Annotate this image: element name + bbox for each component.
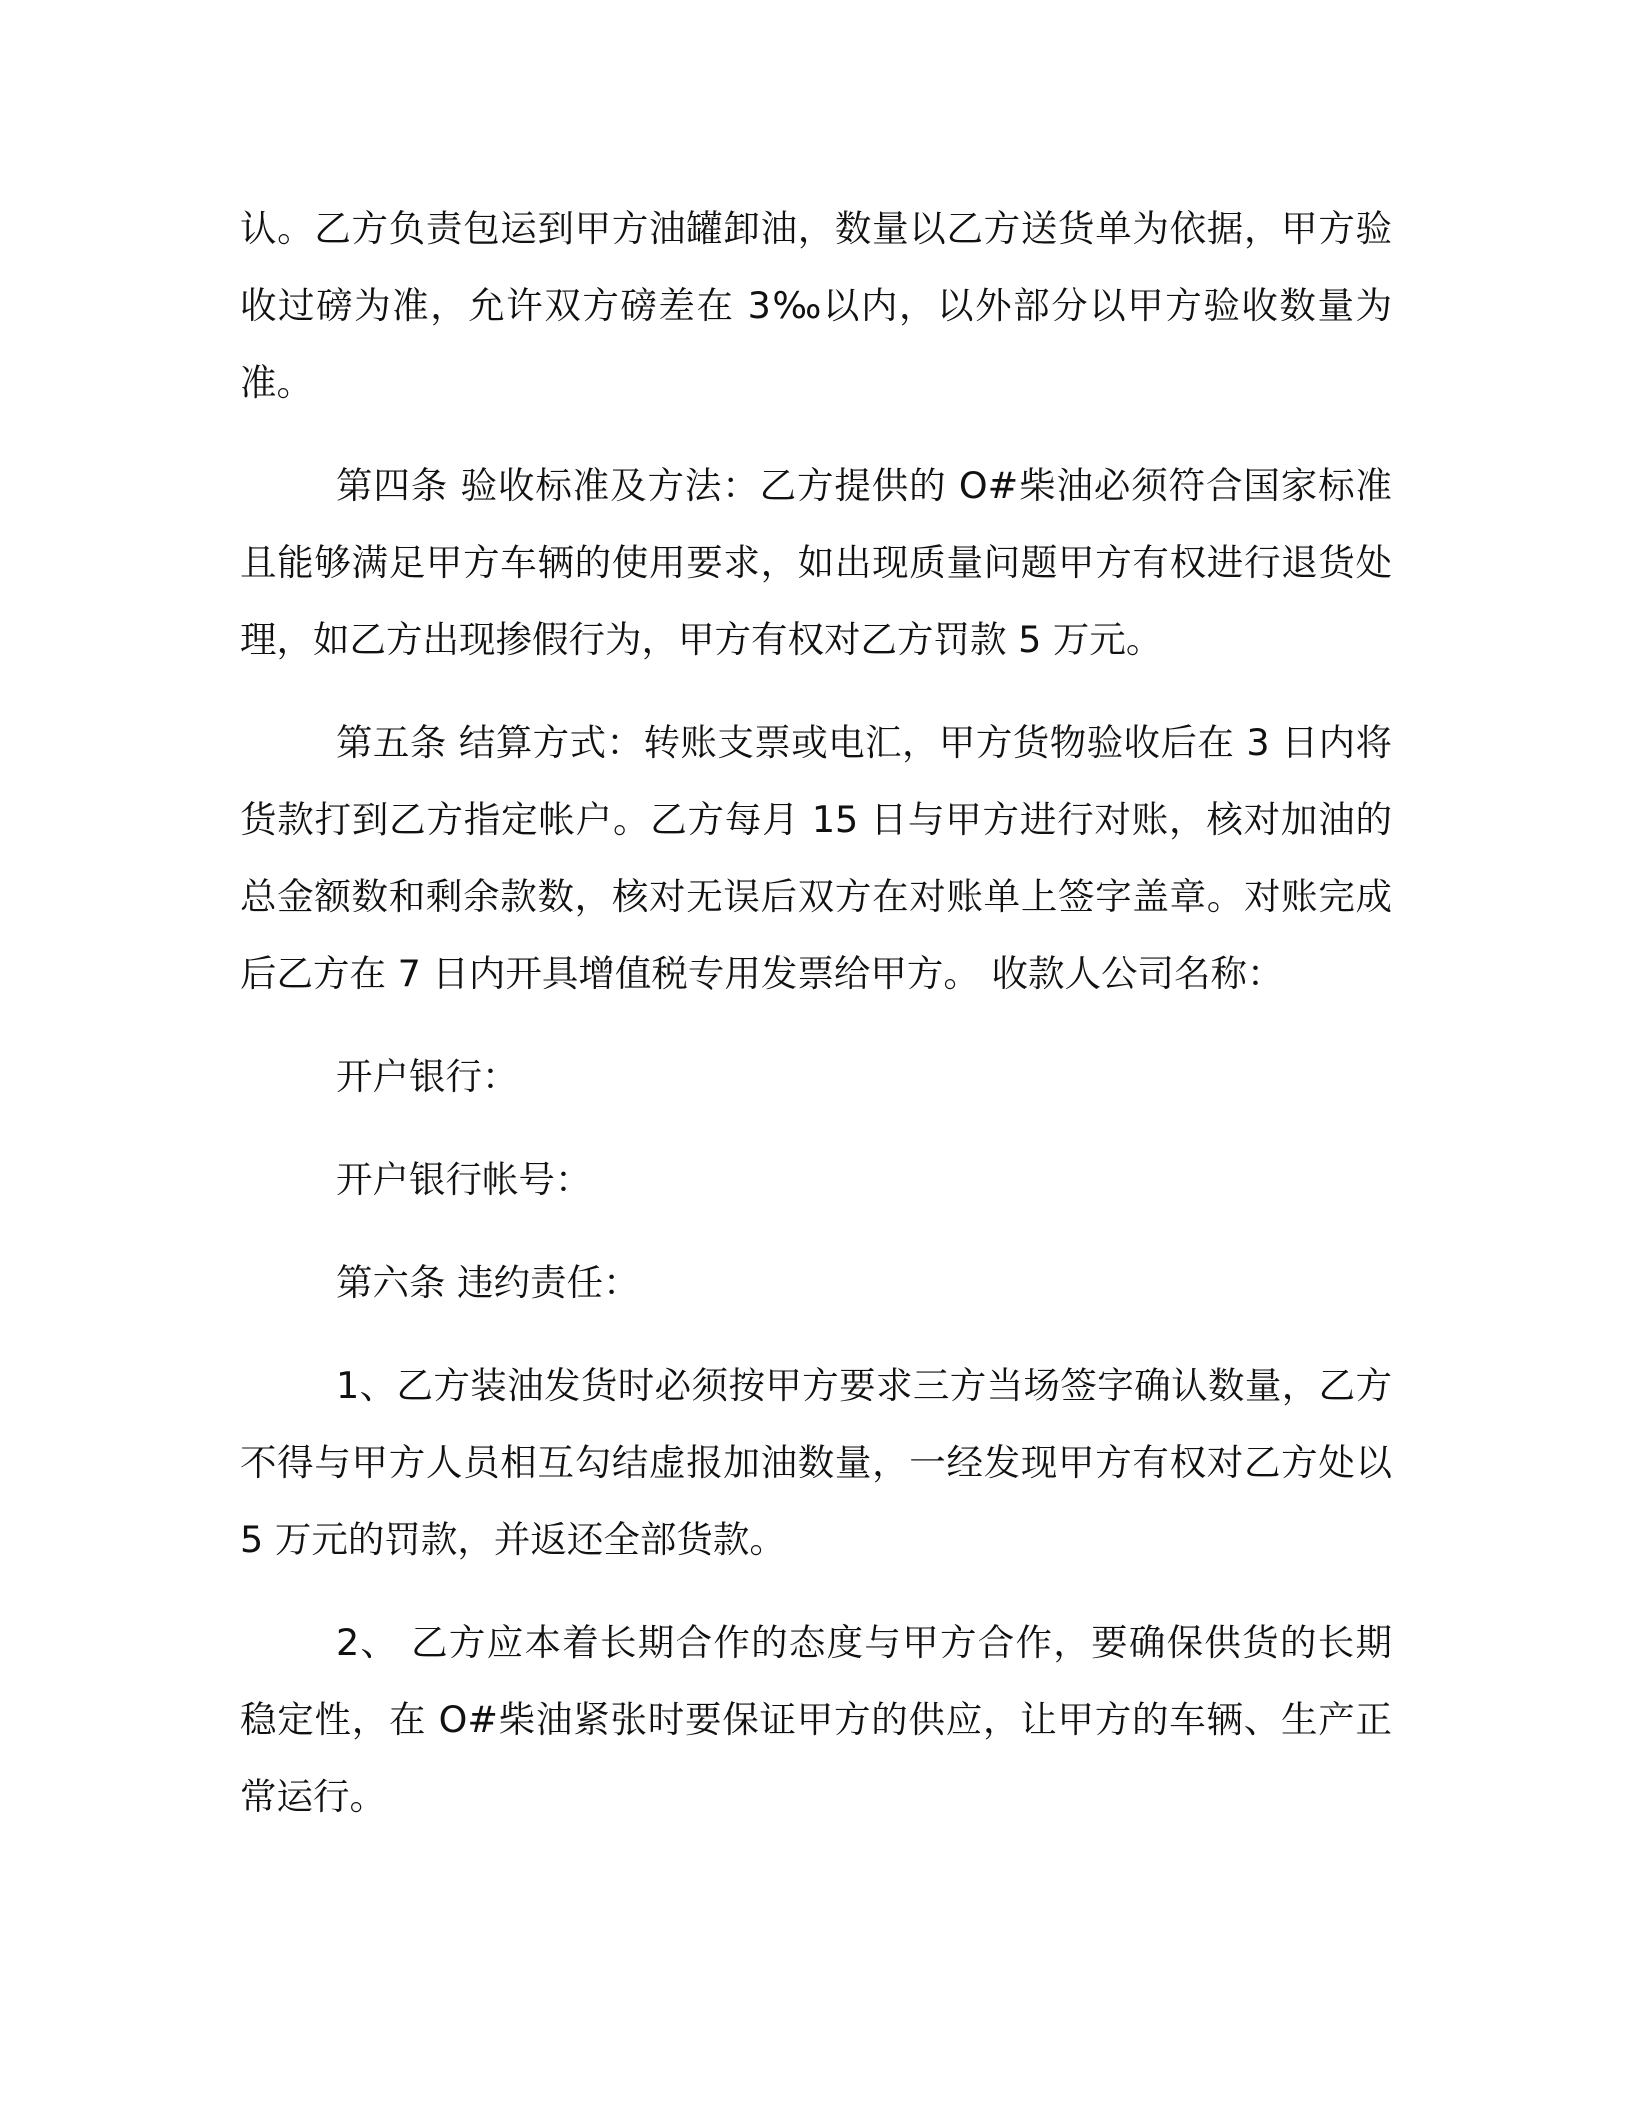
paragraph-article-5: 第五条 结算方式：转账支票或电汇，甲方货物验收后在 3 日内将货款打到乙方指定帐户。乙方每月 15 日与甲方进行对账，核对加油的总金额数和剩余款数，核对无误后双方在对账单上签字盖章。对账完成后乙方在 7 日内开具增值税专用发票给甲方。 收款人公司名称： [240, 721, 1392, 995]
paragraph-bank-name: 开户银行： [336, 1055, 519, 1098]
paragraph-continued-acceptance: 认。乙方负责包运到甲方油罐卸油，数量以乙方送货单为依据，甲方验收过磅为准，允许双方磅差在 3‰以内，以外部分以甲方验收数量为准。 [240, 207, 1392, 404]
paragraph-bank-account: 开户银行帐号： [336, 1158, 592, 1201]
paragraph-article-6-item-2: 2、 乙方应本着长期合作的态度与甲方合作，要确保供货的长期稳定性，在 O#柴油紧张时要保证甲方的供应，让甲方的车辆、生产正常运行。 [240, 1621, 1392, 1818]
document-page [240, 190, 1392, 1861]
paragraph-article-4: 第四条 验收标准及方法：乙方提供的 O#柴油必须符合国家标准且能够满足甲方车辆的使用要求，如出现质量问题甲方有权进行退货处理，如乙方出现掺假行为，甲方有权对乙方罚款 5 万元。 [240, 464, 1392, 661]
paragraph-article-6-item-1: 1、乙方装油发货时必须按甲方要求三方当场签字确认数量，乙方不得与甲方人员相互勾结虚报加油数量，一经发现甲方有权对乙方处以 5 万元的罚款，并返还全部货款。 [240, 1364, 1392, 1561]
paragraph-article-6-heading: 第六条 违约责任： [336, 1261, 640, 1304]
